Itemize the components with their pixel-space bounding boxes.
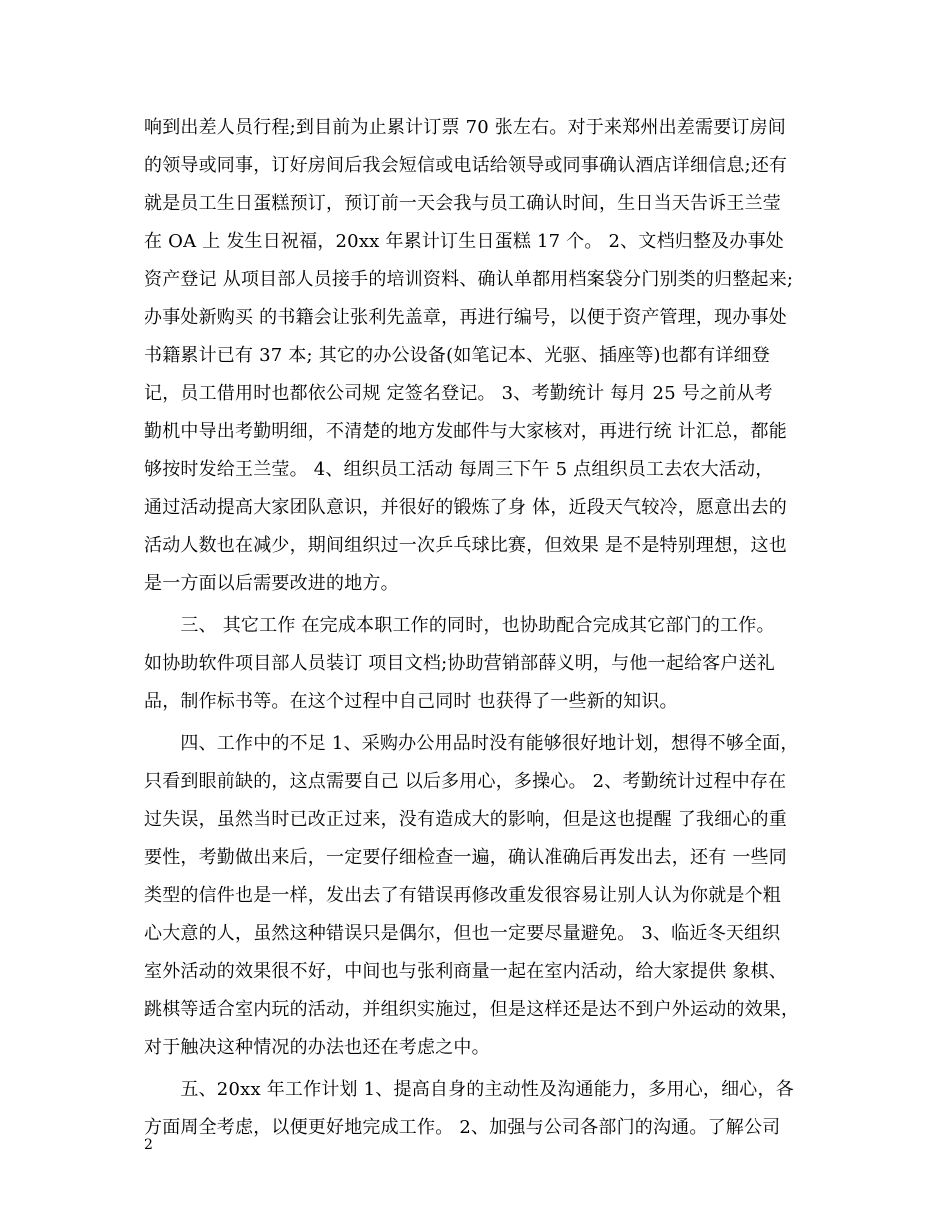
text-line: 方面周全考虑，以便更好地完成工作。 2、加强与公司各部门的沟通。了解公司 bbox=[144, 1117, 781, 1138]
text-line: 跳棋等适合室内玩的活动，并组织实施过，但是这样还是达不到户外运动的效果， bbox=[144, 999, 800, 1020]
text-line: 对于触决这种情况的办法也还在考虑之中。 bbox=[144, 1037, 490, 1058]
text-line: 如协助软件项目部人员装订 项目文档;协助营销部薛义明，与他一起给客户送礼 bbox=[144, 653, 775, 674]
section-heading-line: 四、工作中的不足 1、采购办公用品时没有能够很好地计划，想得不够全面， bbox=[144, 733, 799, 754]
text-line: 类型的信件也是一样，发出去了有错误再修改重发很容易让别人认为你就是个粗 bbox=[144, 885, 781, 906]
text-line: 活动人数也在减少，期间组织过一次乒乓球比赛，但效果 是不是特别理想，这也 bbox=[144, 535, 787, 556]
section-heading-line: 三、 其它工作 在完成本职工作的同时，也协助配合完成其它部门的工作。 bbox=[144, 615, 775, 636]
text-line: 的领导或同事，订好房间后我会短信或电话给领导或同事确认酒店详细信息;还有 bbox=[144, 155, 788, 176]
text-line: 品，制作标书等。在这个过程中自己同时 也获得了一些新的知识。 bbox=[144, 691, 678, 712]
text-line: 响到出差人员行程;到目前为止累计订票 70 张左右。对于来郑州出差需要订房间 bbox=[144, 117, 787, 138]
text-line: 够按时发给王兰莹。 4、组织员工活动 每周三下午 5 点组织员工去农大活动， bbox=[144, 459, 774, 480]
text-line: 书籍累计已有 37 本; 其它的办公设备(如笔记本、光驱、插座等)也都有详细登 bbox=[144, 345, 770, 366]
text-line: 资产登记 从项目部人员接手的培训资料、确认单都用档案袋分门别类的归整起来; bbox=[144, 269, 794, 290]
text-line: 在 OA 上 发生日祝福，20xx 年累计订生日蛋糕 17 个。 2、文档归整及办事处 bbox=[144, 231, 784, 252]
text-line: 通过活动提高大家团队意识，并很好的锻炼了身 体，近段天气较冷，愿意出去的 bbox=[144, 497, 787, 518]
text-line: 是一方面以后需要改进的地方。 bbox=[144, 573, 399, 594]
text-line: 就是员工生日蛋糕预订，预订前一天会我与员工确认时间，生日当天告诉王兰莹 bbox=[144, 193, 781, 214]
text-line: 过失误，虽然当时已改正过来，没有造成大的影响，但是这也提醒 了我细心的重 bbox=[144, 809, 787, 830]
text-line: 只看到眼前缺的，这点需要自己 以后多用心，多操心。 2、考勤统计过程中存在 bbox=[144, 771, 787, 792]
text-line: 办事处新购买 的书籍会让张利先盖章，再进行编号，以便于资产管理，现办事处 bbox=[144, 307, 787, 328]
text-line: 记，员工借用时也都依公司规 定签名登记。 3、考勤统计 每月 25 号之前从考 bbox=[144, 383, 773, 404]
text-line: 心大意的人，虽然这种错误只是偶尔，但也一定要尽量避免。 3、临近冬天组织 bbox=[144, 923, 781, 944]
text-line: 勤机中导出考勤明细，不清楚的地方发邮件与大家核对，再进行统 计汇总，都能 bbox=[144, 421, 787, 442]
text-line: 要性，考勤做出来后，一定要仔细检查一遍，确认准确后再发出去，还有 一些同 bbox=[144, 847, 787, 868]
section-heading-line: 五、20xx 年工作计划 1、提高自身的主动性及沟通能力，多用心，细心，各 bbox=[144, 1079, 794, 1100]
text-line: 室外活动的效果很不好，中间也与张利商量一起在室内活动，给大家提供 象棋、 bbox=[144, 961, 787, 982]
page-number: 2 bbox=[144, 1137, 153, 1153]
